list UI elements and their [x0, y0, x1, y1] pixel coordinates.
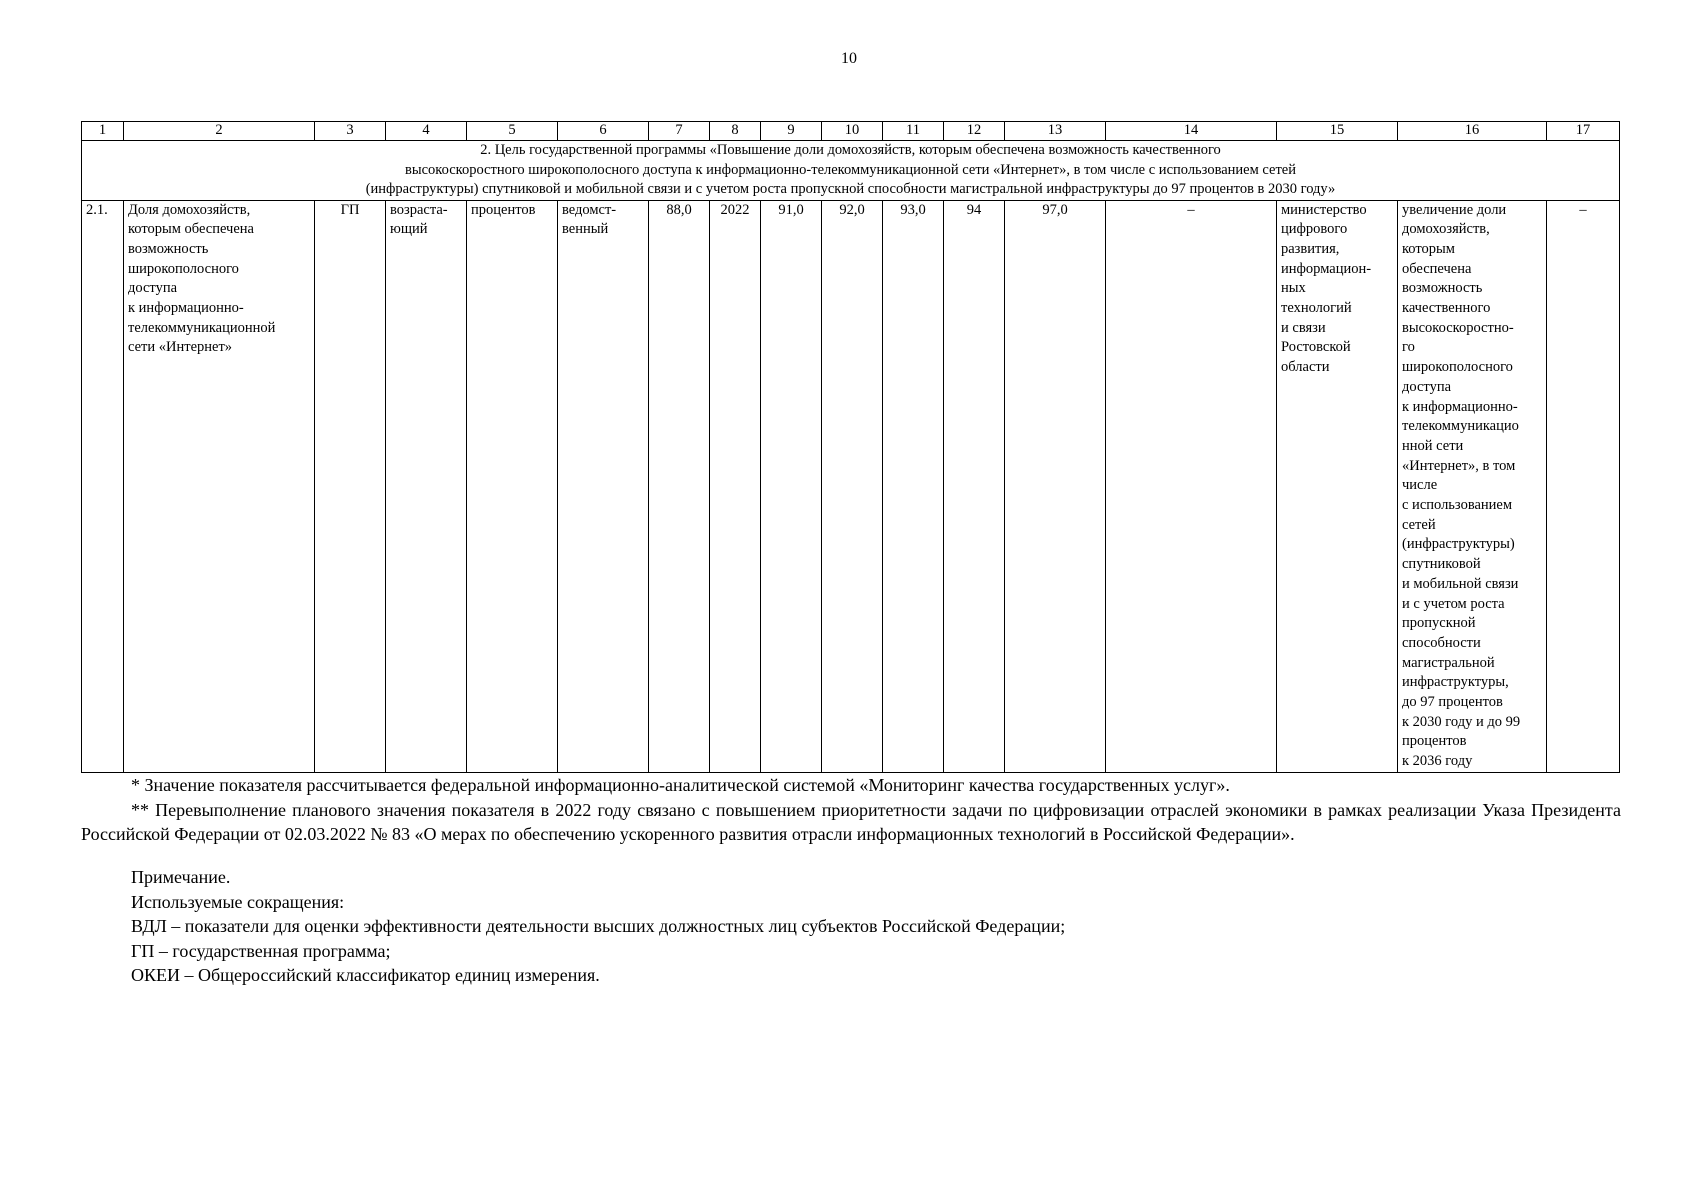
column-number: 3: [315, 122, 386, 141]
column-number: 6: [558, 122, 649, 141]
column-number: 17: [1547, 122, 1620, 141]
linkage-cell: увеличение доли домохозяйств, которым обеспечена возможность качественного высокоскоростно- го широкополосного доступа к информационно- телекоммуникацио нной сети «Интернет», в том числе с использованием сетей (инфраструктуры) спутниковой и мобильной связи и с учетом роста пропускной способности магистральной инфраструктуры, до 97 процентов к 2030 году и до 99 процентов к 2036 году: [1398, 200, 1547, 772]
column-number: 12: [944, 122, 1005, 141]
column-number: 13: [1005, 122, 1106, 141]
table-row: [82, 200, 1620, 772]
base-year: 2022: [710, 200, 761, 772]
value-col-9: 91,0: [761, 200, 822, 772]
abbreviation-item: ГП – государственная программа;: [131, 940, 391, 961]
indicator-unit: процентов: [467, 200, 558, 772]
page-number: 10: [841, 50, 857, 67]
column-number: 4: [386, 122, 467, 141]
value-col-11: 93,0: [883, 200, 944, 772]
document-cell: –: [1106, 200, 1277, 772]
value-col-10: 92,0: [822, 200, 883, 772]
abbreviation-item: ВДЛ – показатели для оценки эффективности деятельности высших должностных лиц субъектов Российской Федерации;: [131, 916, 1066, 936]
notes-title: Примечание.: [131, 867, 231, 887]
column-number: 10: [822, 122, 883, 141]
info-system-cell: –: [1547, 200, 1620, 772]
indicator-trend: возраста- ющий: [386, 200, 467, 772]
column-number: 5: [467, 122, 558, 141]
notes-section: [131, 865, 1611, 988]
indicator-name: Доля домохозяйств, которым обеспечена возможность широкополосного доступа к информационно- телекоммуникационной сети «Интернет»: [124, 200, 315, 772]
section-title: 2. Цель государственной программы «Повышение доли домохозяйств, которым обеспечена возможность качественного высокоскоростного широкополосного доступа к информационно-телекоммуникационной сети «Интернет», в том числе с использованием сетей (инфраструктуры) спутниковой и мобильной связи и с учетом роста пропускной способности магистральной инфраструктуры до 97 процентов в 2030 году»: [82, 141, 1620, 201]
column-number: 15: [1277, 122, 1398, 141]
indicator-level: ГП: [315, 200, 386, 772]
notes-subtitle: Используемые сокращения:: [131, 891, 345, 912]
column-number: 2: [124, 122, 315, 141]
footnotes: [81, 773, 1621, 847]
responsible-cell: министерство цифрового развития, информацион- ных технологий и связи Ростовской области: [1277, 200, 1398, 772]
column-number: 9: [761, 122, 822, 141]
column-number-row: [82, 122, 1620, 141]
column-number: 8: [710, 122, 761, 141]
footnote-1: * Значение показателя рассчитывается федеральной информационно-аналитической системой «Мониторинг качества государственных услуг».: [131, 775, 1230, 795]
column-number: 16: [1398, 122, 1547, 141]
column-number: 1: [82, 122, 124, 141]
section-title-row: [82, 141, 1620, 201]
indicator-type: ведомст- венный: [558, 200, 649, 772]
value-col-13: 97,0: [1005, 200, 1106, 772]
column-number: 7: [649, 122, 710, 141]
column-number: 11: [883, 122, 944, 141]
value-col-12: 94: [944, 200, 1005, 772]
indicators-table: [81, 121, 1620, 773]
base-value: 88,0: [649, 200, 710, 772]
row-number: 2.1.: [82, 200, 124, 772]
column-number: 14: [1106, 122, 1277, 141]
footnote-2: ** Перевыполнение планового значения показателя в 2022 году связано с повышением приоритетности задачи по цифровизации отраслей экономики в рамках реализации Указа Президента Российской Федерации от 02.03.2022 № 83 «О мерах по обеспечению ускоренного развития отрасли информационных технологий в Российской Федерации».: [81, 799, 1621, 844]
abbreviation-item: ОКЕИ – Общероссийский классификатор единиц измерения.: [131, 965, 600, 985]
